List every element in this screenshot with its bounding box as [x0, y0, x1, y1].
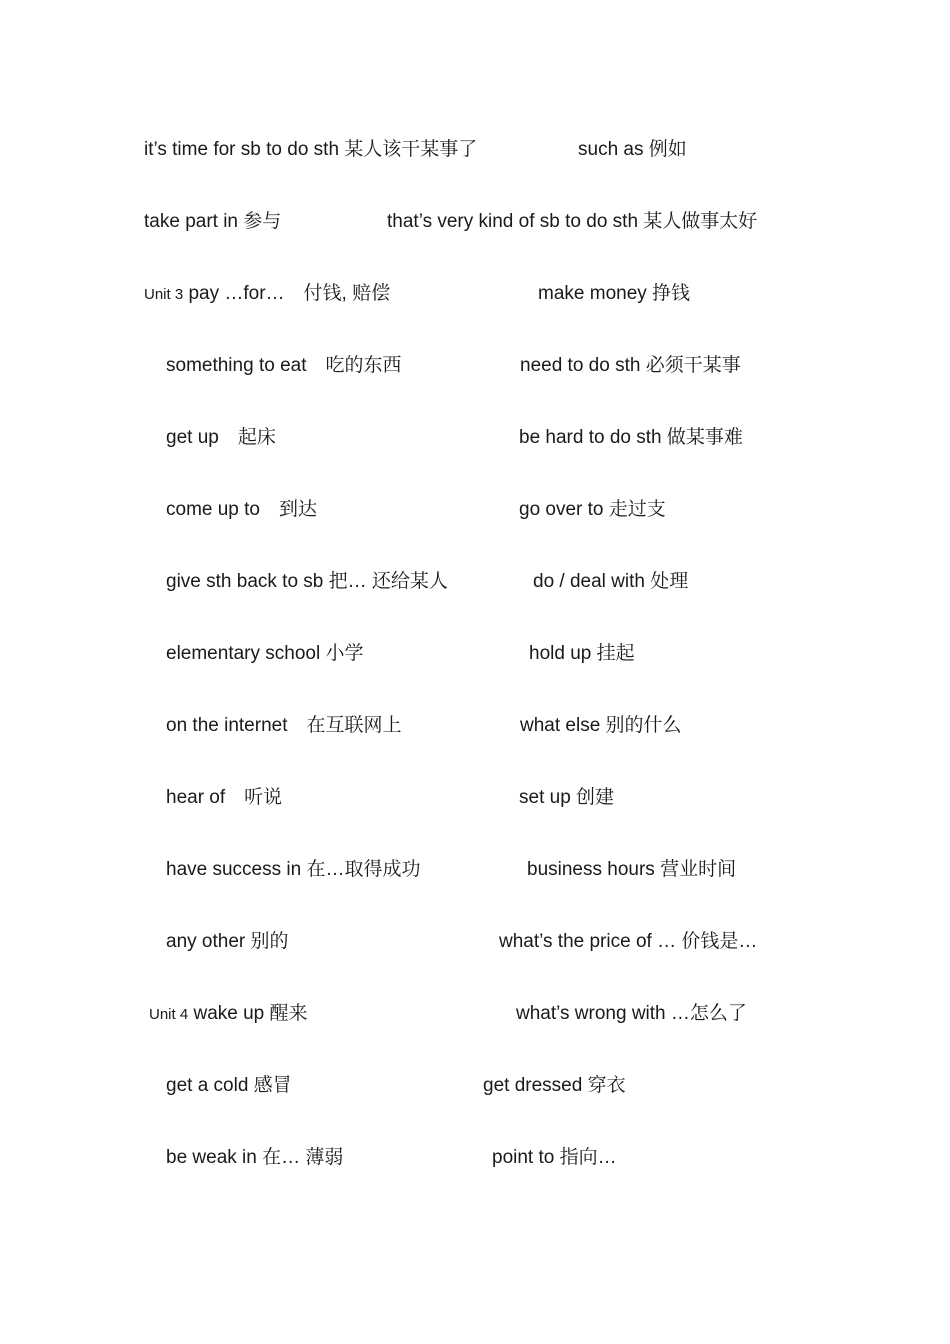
phrase-left: something to eat 吃的东西: [166, 355, 402, 376]
phrase-right: business hours 营业时间: [527, 859, 737, 880]
phrase-left: be weak in 在… 薄弱: [166, 1147, 344, 1168]
unit-label: Unit 4: [149, 1006, 189, 1023]
phrase-left: get a cold 感冒: [166, 1075, 292, 1096]
phrase-right: be hard to do sth 做某事难: [519, 427, 743, 448]
phrase-left: pay …for… 付钱, 赔偿: [188, 283, 391, 304]
phrase-right: what’s wrong with …怎么了: [516, 1003, 747, 1024]
phrase-right: point to 指向…: [492, 1147, 617, 1168]
phrase-left: get up 起床: [166, 427, 276, 448]
phrase-right: set up 创建: [519, 787, 615, 808]
phrase-right: go over to 走过支: [519, 499, 666, 520]
phrase-right: make money 挣钱: [538, 283, 691, 304]
phrase-left: any other 别的: [166, 931, 289, 952]
unit-label: Unit 3: [144, 286, 184, 303]
phrase-left: come up to 到达: [166, 499, 317, 520]
phrase-left: give sth back to sb 把… 还给某人: [166, 571, 448, 592]
phrase-left: it’s time for sb to do sth 某人该干某事了: [144, 139, 478, 160]
phrase-left: on the internet 在互联网上: [166, 715, 402, 736]
phrase-right: need to do sth 必须干某事: [520, 355, 741, 376]
phrase-left: elementary school 小学: [166, 643, 364, 664]
phrase-right: what else 别的什么: [520, 715, 682, 736]
phrase-right: such as 例如: [578, 139, 687, 160]
phrase-left: take part in 参与: [144, 211, 282, 232]
phrase-right: that’s very kind of sb to do sth 某人做事太好: [387, 211, 758, 232]
phrase-right: what’s the price of … 价钱是…: [499, 931, 758, 952]
phrase-left: hear of 听说: [166, 787, 283, 808]
phrase-left: have success in 在…取得成功: [166, 859, 421, 880]
phrase-left: wake up 醒来: [193, 1003, 308, 1024]
unit-4-row: [149, 1002, 308, 1027]
unit-3-row: [144, 282, 390, 307]
phrase-right: get dressed 穿衣: [483, 1075, 626, 1096]
phrase-right: do / deal with 处理: [533, 571, 689, 592]
phrase-right: hold up 挂起: [529, 643, 635, 664]
